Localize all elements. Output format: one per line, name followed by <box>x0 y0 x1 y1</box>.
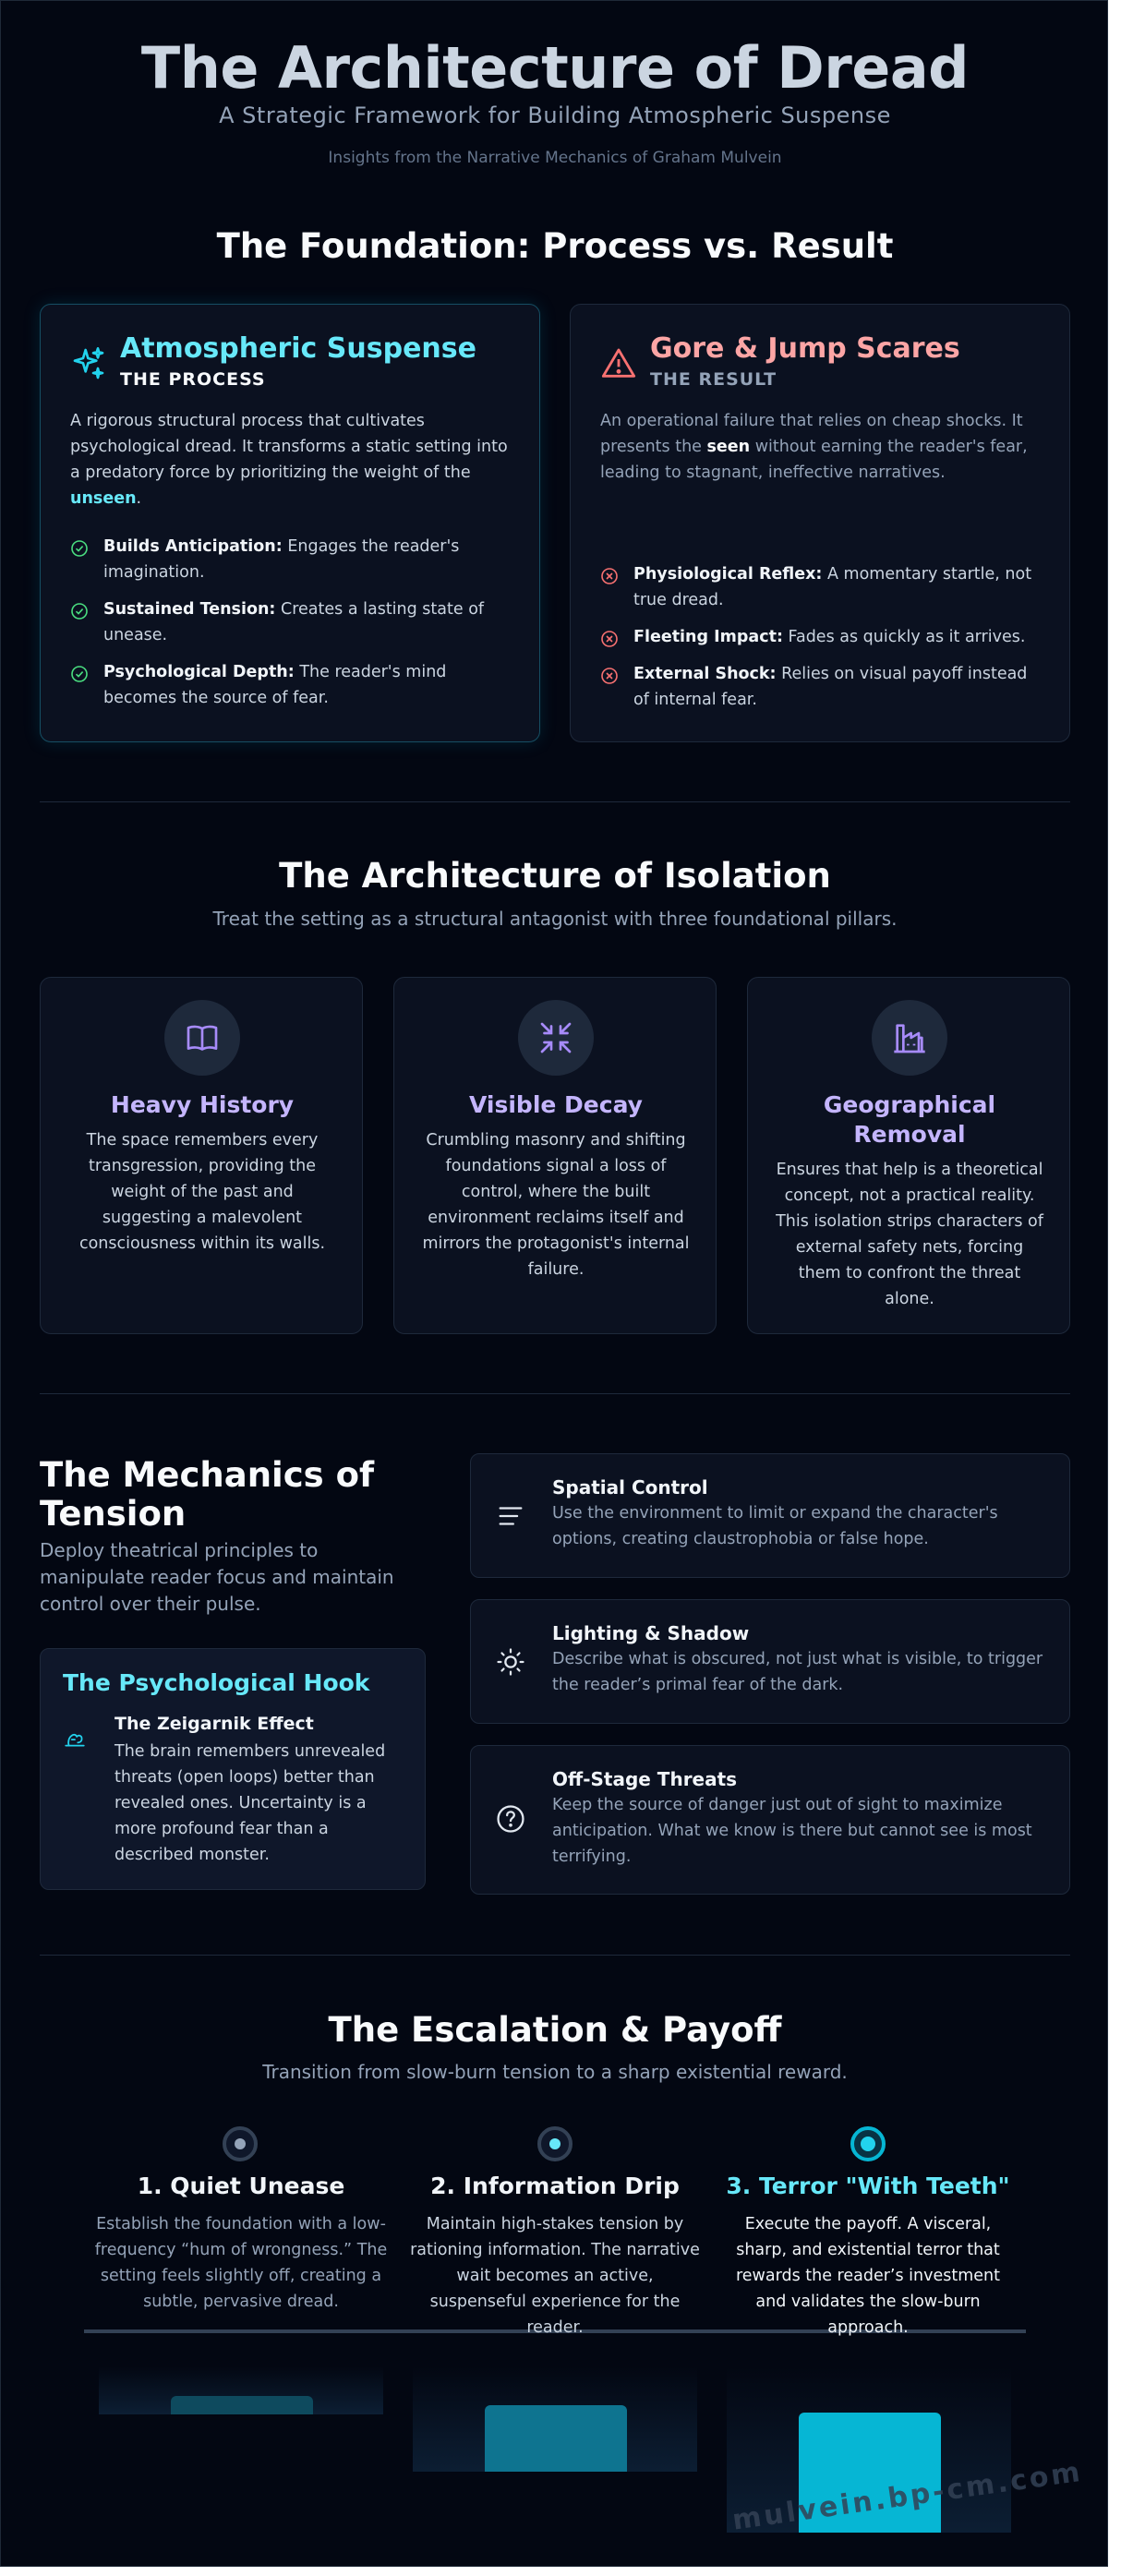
mechanic-title: Off-Stage Threats <box>552 1768 738 1790</box>
process-bullet: Psychological Depth: The reader's mind becomes the source of fear. <box>70 659 504 711</box>
page-title: The Architecture of Dread <box>140 34 970 102</box>
section-divider <box>40 1955 1070 1956</box>
mechanic-title: Lighting & Shadow <box>552 1622 750 1644</box>
section-divider <box>40 801 1070 802</box>
collapse-arrows-icon <box>518 1000 594 1076</box>
brain-icon <box>63 1727 87 1751</box>
page-subtitle: A Strategic Framework for Building Atmospheric Suspense <box>219 102 891 128</box>
mechanic-title: Spatial Control <box>552 1476 708 1499</box>
pillar-description: The space remembers every transgression, providing the weight of the past and suggesting a malevolent consciousness within its walls. <box>78 1131 326 1253</box>
question-circle-icon <box>495 1803 526 1835</box>
x-circle-icon <box>600 667 619 685</box>
mechanic-description: Keep the source of danger just out of sight to maximize anticipation. What we know is there but cannot see is most terrifying. <box>552 1796 1032 1866</box>
sun-icon <box>495 1646 526 1678</box>
result-description: An operational failure that relies on cheap shocks. It presents the seen without earning the reader's fear, leading to stagnant, ineffective narratives. <box>600 412 1028 482</box>
process-card <box>40 304 540 742</box>
process-bullet: Sustained Tension: Creates a lasting state of unease. <box>70 596 504 648</box>
hook-title: The Psychological Hook <box>63 1669 370 1696</box>
hook-heading: The Zeigarnik Effect <box>115 1714 314 1734</box>
mechanic-card <box>470 1745 1070 1895</box>
result-bullet: External Shock: Relies on visual payoff instead of internal fear. <box>600 661 1034 713</box>
page-source: Insights from the Narrative Mechanics of Graham Mulvein <box>328 149 782 167</box>
check-circle-icon <box>70 539 89 558</box>
section-divider <box>40 1393 1070 1394</box>
warning-triangle-icon <box>600 345 637 382</box>
mechanics-subtitle: Deploy theatrical principles to manipulate reader focus and maintain control over their pulse. <box>40 1539 394 1615</box>
check-circle-icon <box>70 665 89 683</box>
stage-marker-icon <box>223 2126 258 2161</box>
result-card <box>570 304 1070 742</box>
process-title: Atmospheric Suspense <box>120 332 476 365</box>
pillar-card <box>393 977 717 1334</box>
intensity-bar-area <box>413 2366 697 2472</box>
mechanic-card <box>470 1599 1070 1724</box>
intensity-bar <box>171 2396 313 2414</box>
intensity-bar-area <box>99 2366 383 2414</box>
mechanic-description: Use the environment to limit or expand the character's options, creating claustrophobia or false hope. <box>552 1504 998 1548</box>
x-circle-icon <box>600 630 619 648</box>
result-bullet: Fleeting Impact: Fades as quickly as it arrives. <box>600 624 1034 650</box>
process-bullet: Builds Anticipation: Engages the reader's imagination. <box>70 534 504 585</box>
pillar-title: Geographical Removal <box>823 1091 996 1148</box>
stage-marker-icon <box>850 2126 886 2161</box>
watermark-text: mulvein.bp-cm.com <box>730 2455 1085 2537</box>
x-circle-icon <box>600 567 619 585</box>
hook-description: The brain remembers unrevealed threats (open loops) better than revealed ones. Uncertainty is a more profound fear than a described monster. <box>115 1742 386 1864</box>
stage-title: 2. Information Drip <box>430 2173 680 2199</box>
isolation-subtitle: Treat the setting as a structural antagonist with three foundational pillars. <box>212 908 898 930</box>
psychological-hook-card <box>40 1648 426 1890</box>
stage-marker-icon <box>537 2126 573 2161</box>
sparkles-icon <box>70 345 107 382</box>
stage-description: Establish the foundation with a low-frequency “hum of wrongness.” The setting feels slightly off, creating a subtle, pervasive dread. <box>94 2215 388 2311</box>
mechanic-description: Describe what is obscured, not just what is visible, to trigger the reader’s primal fear of the dark. <box>552 1650 1043 1694</box>
result-title: Gore & Jump Scares <box>650 332 960 365</box>
pillar-description: Ensures that help is a theoretical concept, not a practical reality. This isolation strips characters of external safety nets, forcing them to confront the threat alone. <box>776 1161 1043 1308</box>
escalation-subtitle: Transition from slow-burn tension to a sharp existential reward. <box>262 2061 848 2083</box>
open-book-icon <box>164 1000 240 1076</box>
result-label: THE RESULT <box>650 369 777 390</box>
align-lines-icon <box>495 1500 526 1532</box>
pillar-title: Visible Decay <box>469 1091 643 1118</box>
intensity-bar <box>485 2405 627 2472</box>
result-bullet: Physiological Reflex: A momentary startle, not true dread. <box>600 561 1034 613</box>
process-description: A rigorous structural process that cultivates psychological dread. It transforms a static setting into a predatory force by prioritizing the weight of the unseen. <box>70 412 508 508</box>
check-circle-icon <box>70 602 89 620</box>
factory-icon <box>872 1000 947 1076</box>
stage-description: Maintain high-stakes tension by rationing information. The narrative wait becomes an active, suspenseful experience for the reader. <box>410 2215 700 2337</box>
pillar-description: Crumbling masonry and shifting foundations signal a loss of control, where the built environment reclaims itself and mirrors the protagonist's internal failure. <box>422 1131 690 1279</box>
pillar-title: Heavy History <box>110 1091 295 1118</box>
foundation-title: The Foundation: Process vs. Result <box>216 226 894 266</box>
stage-description: Execute the payoff. A visceral, sharp, and existential terror that rewards the reader’s investment and validates the slow-burn approach. <box>735 2215 1000 2337</box>
stage-title: 1. Quiet Unease <box>137 2173 345 2199</box>
isolation-title: The Architecture of Isolation <box>279 856 831 896</box>
pillar-card <box>747 977 1070 1334</box>
mechanics-title: The Mechanics of Tension <box>40 1455 375 1534</box>
stage-title: 3. Terror "With Teeth" <box>726 2173 1010 2199</box>
process-label: THE PROCESS <box>120 369 266 390</box>
mechanic-card <box>470 1453 1070 1578</box>
pillar-card <box>40 977 363 1334</box>
escalation-title: The Escalation & Payoff <box>328 2010 782 2050</box>
